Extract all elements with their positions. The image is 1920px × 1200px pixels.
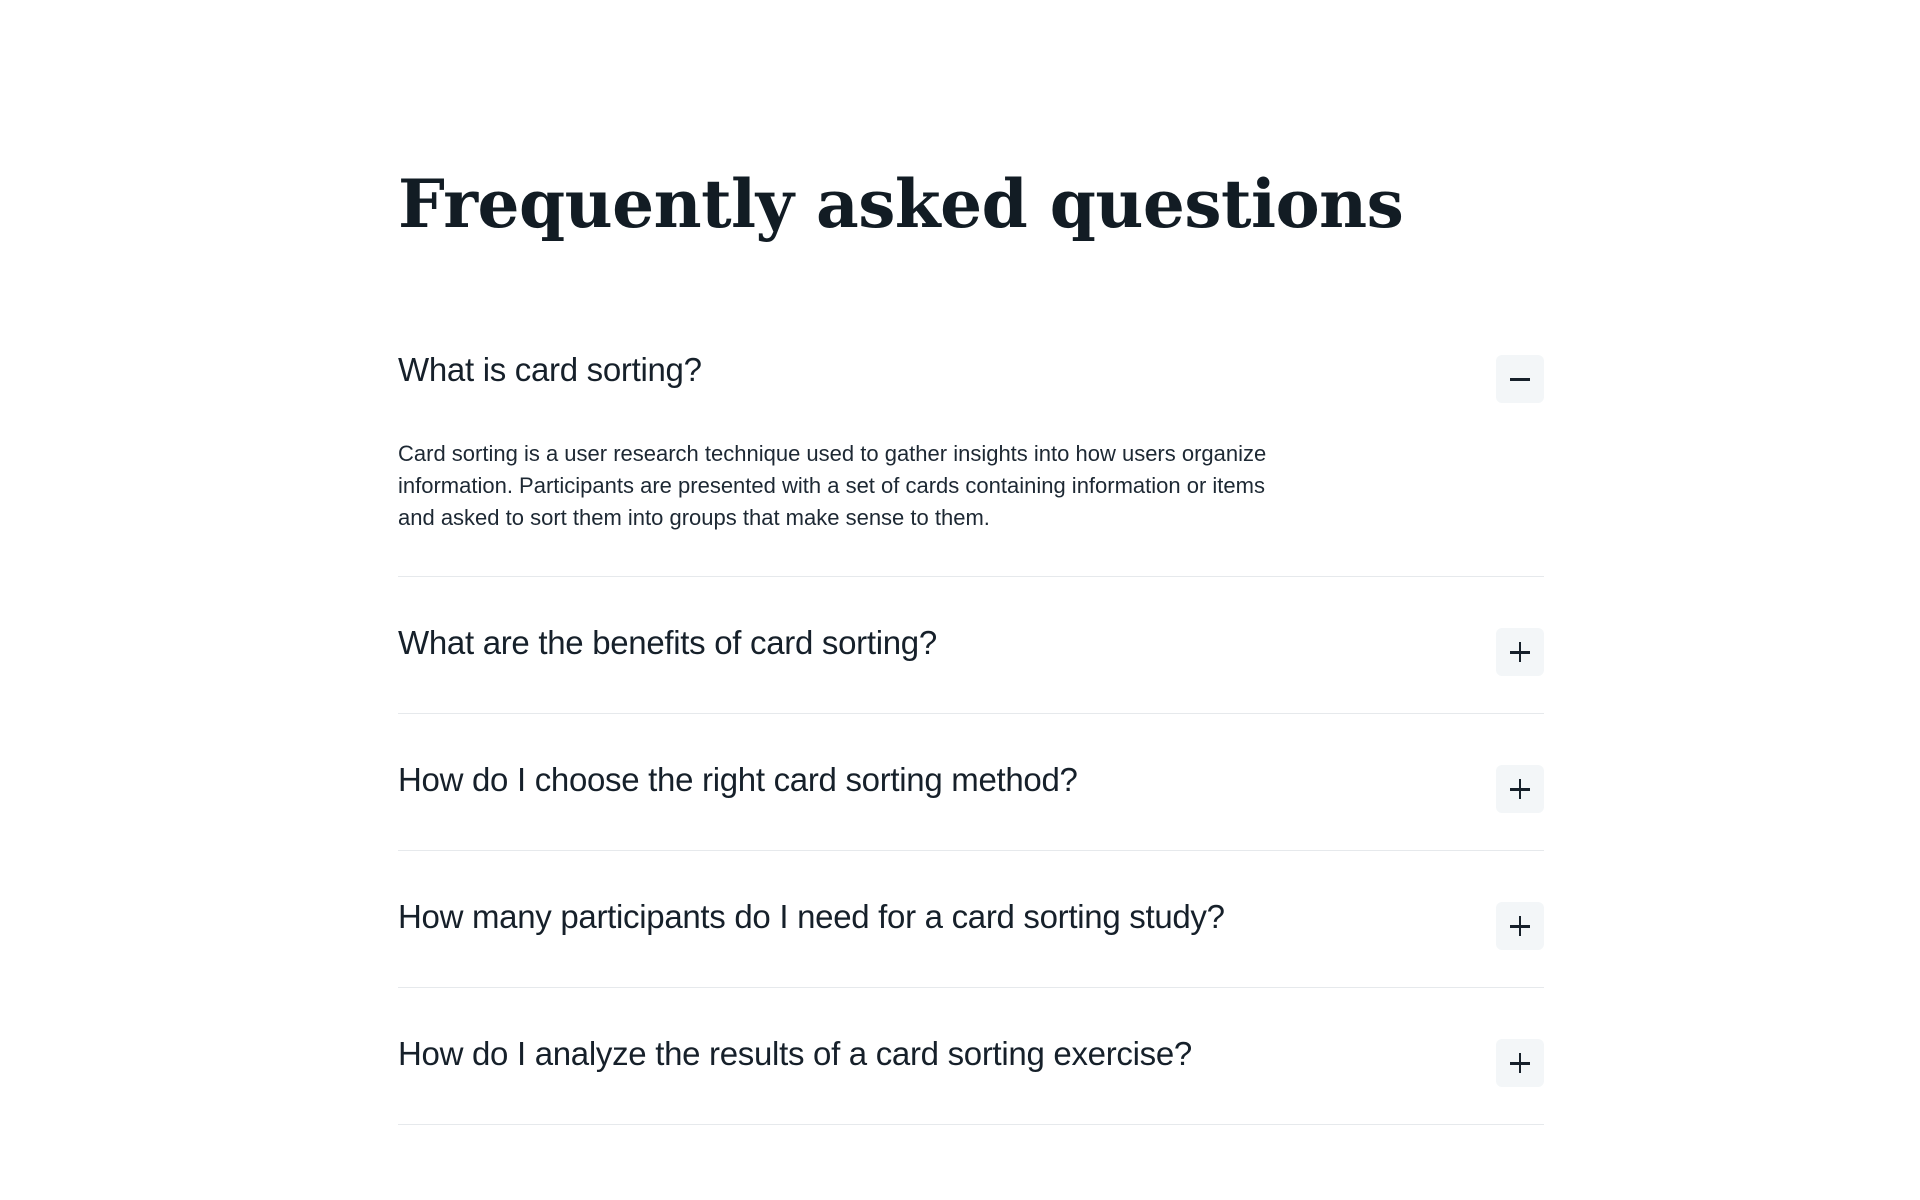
collapse-button[interactable] xyxy=(1496,355,1544,403)
faq-question: How do I choose the right card sorting method? xyxy=(398,761,1078,798)
faq-item-header[interactable] xyxy=(398,340,1544,438)
expand-button[interactable] xyxy=(1496,1039,1544,1087)
page-title: Frequently asked questions xyxy=(398,165,1404,243)
faq-question: How do I analyze the results of a card sorting exercise? xyxy=(398,1035,1192,1072)
faq-answer: Card sorting is a user research technique used to gather insights into how users organize information. Participants are presented with a set of cards containing information or items and asked to sort them into groups that make sense to them. xyxy=(398,441,1267,530)
faq-item-what-is-card-sorting xyxy=(398,340,1544,577)
faq-question: How many participants do I need for a card sorting study? xyxy=(398,898,1225,935)
faq-list xyxy=(398,340,1544,1125)
minus-icon xyxy=(1510,378,1530,381)
faq-item-header[interactable] xyxy=(398,714,1544,850)
expand-button[interactable] xyxy=(1496,765,1544,813)
faq-item-analyze-results xyxy=(398,988,1544,1125)
faq-item-participants xyxy=(398,851,1544,988)
faq-item-header[interactable] xyxy=(398,577,1544,713)
expand-button[interactable] xyxy=(1496,902,1544,950)
faq-item-benefits xyxy=(398,577,1544,714)
faq-question: What is card sorting? xyxy=(398,351,702,388)
faq-item-header[interactable] xyxy=(398,851,1544,987)
faq-question: What are the benefits of card sorting? xyxy=(398,624,937,661)
faq-item-header[interactable] xyxy=(398,988,1544,1124)
expand-button[interactable] xyxy=(1496,628,1544,676)
faq-item-choose-method xyxy=(398,714,1544,851)
